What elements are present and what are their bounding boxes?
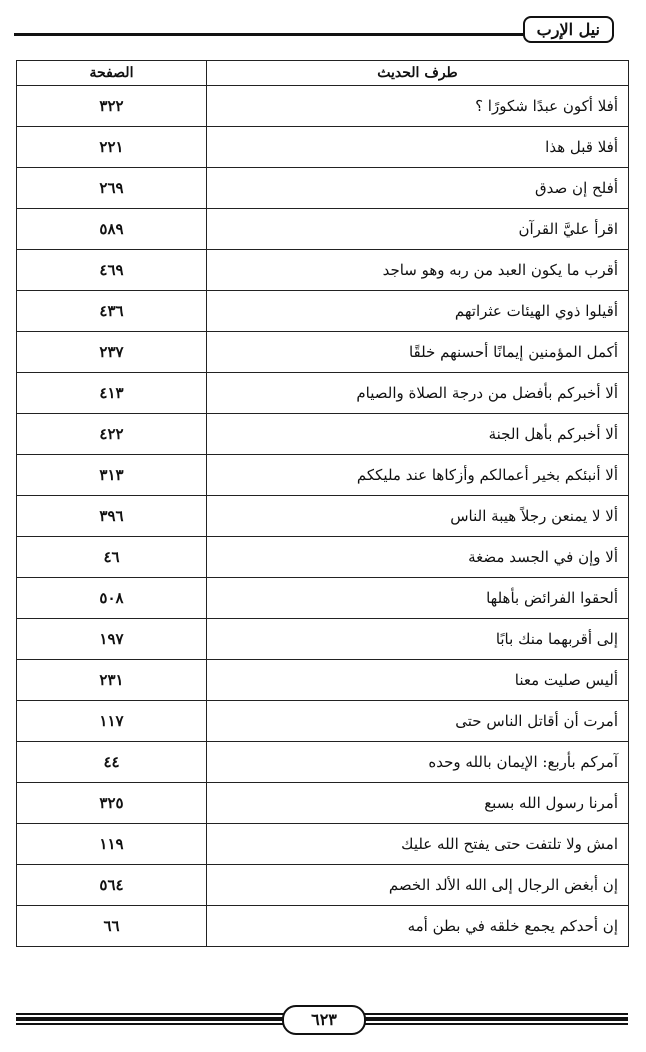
table-row [17, 332, 629, 373]
page-ref: ٤٤ [17, 742, 207, 783]
table-row [17, 127, 629, 168]
table-row [17, 701, 629, 742]
hadith-text: أفلح إن صدق [207, 168, 629, 209]
page-ref: ٢٣١ [17, 660, 207, 701]
table-row [17, 86, 629, 127]
hadith-text: ألا أخبركم بأهل الجنة [207, 414, 629, 455]
page-ref: ٣٢٢ [17, 86, 207, 127]
page-ref: ١٩٧ [17, 619, 207, 660]
table-row [17, 496, 629, 537]
page-number: ٦٢٣ [282, 1005, 366, 1035]
hadith-text: أقرب ما يكون العبد من ربه وهو ساجد [207, 250, 629, 291]
hadith-text: ألا لا يمنعن رجلاً هيبة الناس [207, 496, 629, 537]
page-ref: ١١٧ [17, 701, 207, 742]
page-ref: ٢٢١ [17, 127, 207, 168]
table-row [17, 660, 629, 701]
table-row [17, 455, 629, 496]
table-row [17, 783, 629, 824]
page-ref: ١١٩ [17, 824, 207, 865]
page-ref: ٥٠٨ [17, 578, 207, 619]
hadith-text: أقيلوا ذوي الهيئات عثراتهم [207, 291, 629, 332]
page-ref: ٥٦٤ [17, 865, 207, 906]
hadith-text: أليس صليت معنا [207, 660, 629, 701]
table-row [17, 742, 629, 783]
table-row [17, 250, 629, 291]
hadith-index-table [16, 60, 629, 947]
page-ref: ٣٩٦ [17, 496, 207, 537]
page-footer [16, 1005, 628, 1041]
hadith-text: إن أبغض الرجال إلى الله الألد الخصم [207, 865, 629, 906]
page-ref: ٦٦ [17, 906, 207, 947]
hadith-text: ألا وإن في الجسد مضغة [207, 537, 629, 578]
hadith-text: ألا أخبركم بأفضل من درجة الصلاة والصيام [207, 373, 629, 414]
hadith-text: إن أحدكم يجمع خلقه في بطن أمه [207, 906, 629, 947]
hadith-text: أفلا أكون عبدًا شكورًا ؟ [207, 86, 629, 127]
page-ref: ٤٢٢ [17, 414, 207, 455]
page-ref: ٥٨٩ [17, 209, 207, 250]
hadith-text: أمرنا رسول الله بسبع [207, 783, 629, 824]
page-ref: ٤٦ [17, 537, 207, 578]
table-body [17, 86, 629, 947]
hadith-text: آمركم بأربع: الإيمان بالله وحده [207, 742, 629, 783]
table-row [17, 619, 629, 660]
column-header-hadith: طرف الحديث [207, 61, 629, 86]
page-header [14, 14, 626, 54]
table-row [17, 209, 629, 250]
column-header-page: الصفحة [17, 61, 207, 86]
table-row [17, 578, 629, 619]
page-ref: ٣٢٥ [17, 783, 207, 824]
page-ref: ٢٦٩ [17, 168, 207, 209]
hadith-text: اقرأ عليَّ القرآن [207, 209, 629, 250]
page-ref: ٤١٣ [17, 373, 207, 414]
hadith-text: أمرت أن أقاتل الناس حتى [207, 701, 629, 742]
hadith-text: أكمل المؤمنين إيمانًا أحسنهم خلقًا [207, 332, 629, 373]
hadith-text: ألا أنبئكم بخير أعمالكم وأزكاها عند مليككم [207, 455, 629, 496]
table-row [17, 373, 629, 414]
table-row [17, 906, 629, 947]
table-row [17, 291, 629, 332]
table-row [17, 414, 629, 455]
table-row [17, 865, 629, 906]
table-row [17, 537, 629, 578]
book-title: نيل الإرب [523, 16, 614, 43]
table-header-row [17, 61, 629, 86]
page-ref: ٣١٣ [17, 455, 207, 496]
table-row [17, 824, 629, 865]
hadith-text: إلى أقربهما منك بابًا [207, 619, 629, 660]
page-ref: ٤٦٩ [17, 250, 207, 291]
hadith-text: أفلا قبل هذا [207, 127, 629, 168]
hadith-text: امش ولا تلتفت حتى يفتح الله عليك [207, 824, 629, 865]
page-ref: ٢٣٧ [17, 332, 207, 373]
hadith-text: ألحقوا الفرائض بأهلها [207, 578, 629, 619]
page-ref: ٤٣٦ [17, 291, 207, 332]
table-row [17, 168, 629, 209]
